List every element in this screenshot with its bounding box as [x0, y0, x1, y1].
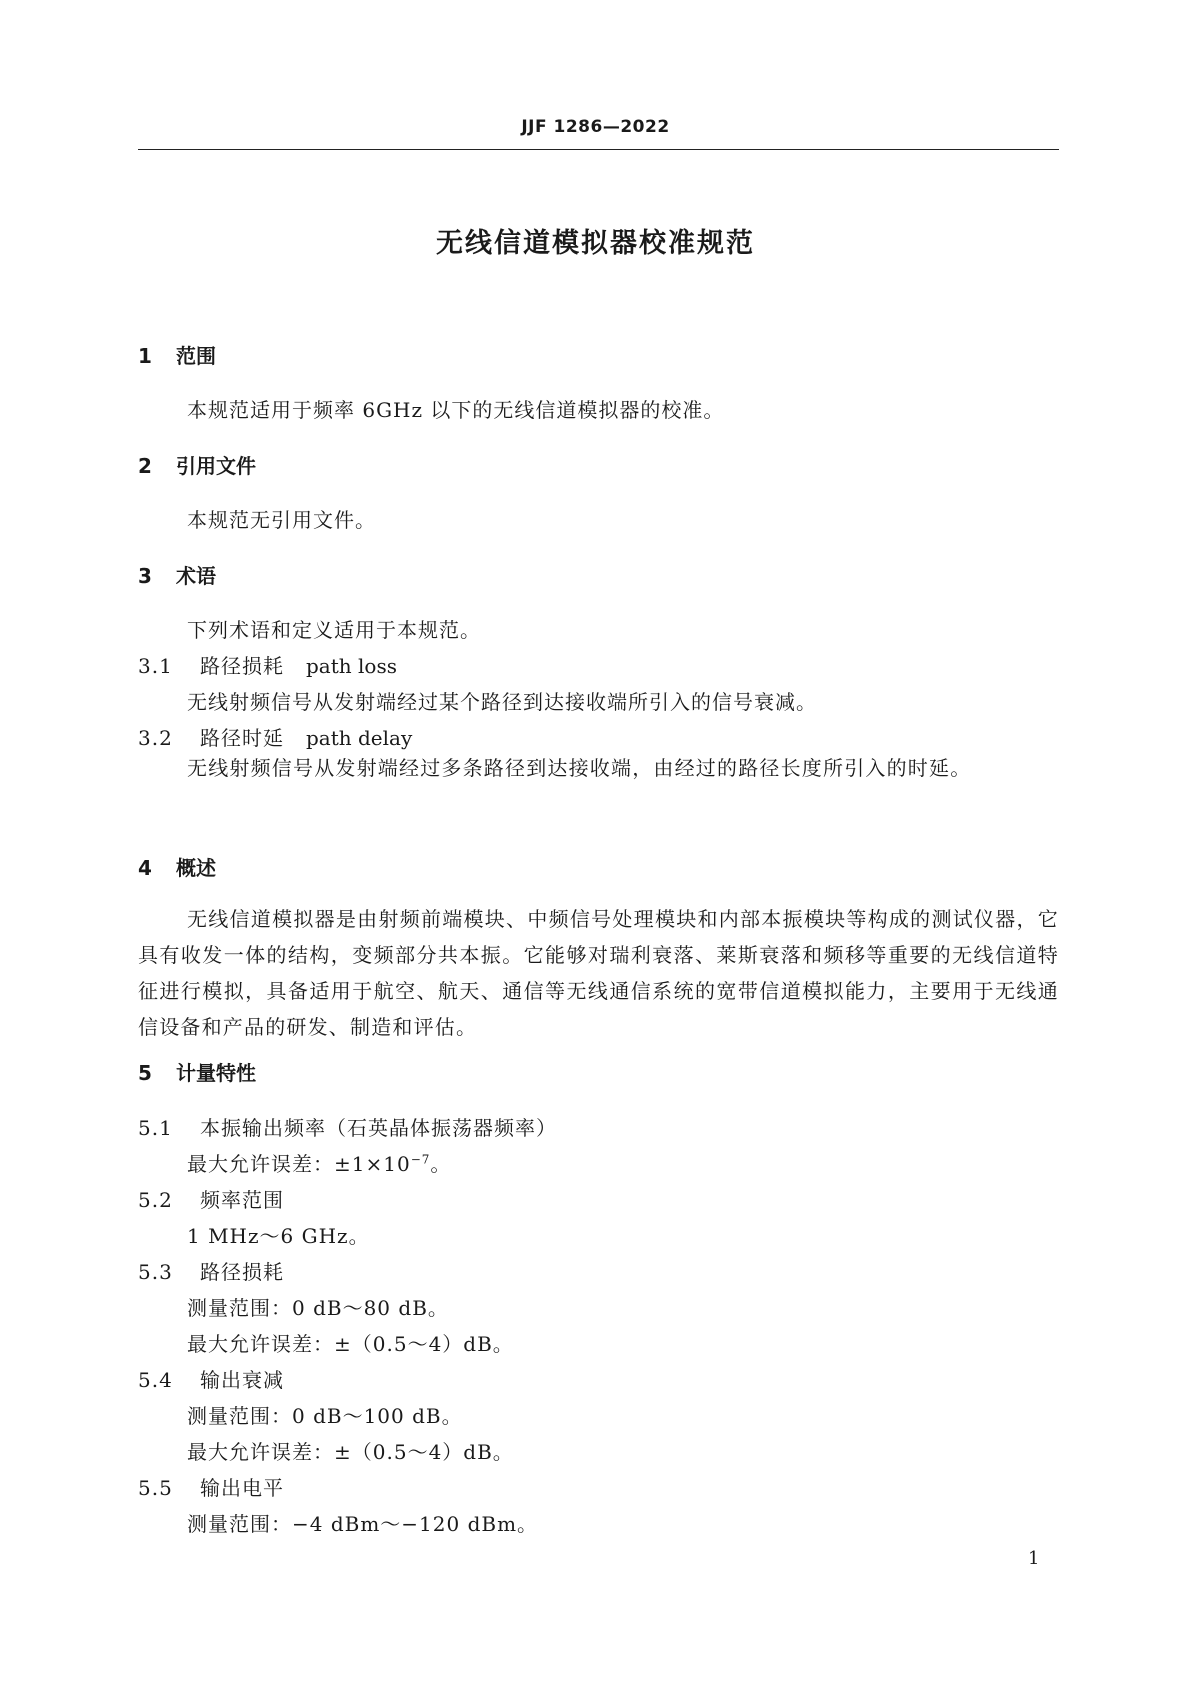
section-number: 4 [138, 856, 152, 880]
section-title: 计量特性 [176, 1061, 256, 1085]
item-5-3-mpe: 最大允许误差：±（0.5～4）dB。 [187, 1332, 514, 1356]
section-number: 2 [138, 454, 152, 478]
item-5-1-heading [138, 1112, 557, 1141]
mpe-end: 。 [430, 1152, 452, 1176]
mpe-text: 最大允许误差：±1×10 [187, 1152, 411, 1176]
item-number: 5.3 [138, 1260, 173, 1284]
section-4-paragraph: 无线信道模拟器是由射频前端模块、中频信号处理模块和内部本振模块等构成的测试仪器，它具有收发一体的结构，变频部分共本振。它能够对瑞利衰落、莱斯衰落和频移等重要的无线信道特征进行模拟，具备适用于航空、航天、通信等无线通信系统的宽带信道模拟能力，主要用于无线通信设备和产品的研发、制造和评估。 [138, 907, 1059, 1039]
item-title: 本振输出频率（石英晶体振荡器频率） [200, 1116, 557, 1140]
item-5-2-range: 1 MHz～6 GHz。 [187, 1224, 370, 1248]
item-5-3-heading [138, 1256, 284, 1285]
term-en: path loss [306, 654, 397, 678]
item-5-4-heading [138, 1364, 284, 1393]
item-5-2-heading [138, 1184, 284, 1213]
item-5-1-mpe [187, 1148, 451, 1177]
item-title: 输出电平 [200, 1476, 284, 1500]
term-3-2-definition: 无线射频信号从发射端经过多条路径到达接收端，由经过的路径长度所引入的时延。 [187, 756, 972, 780]
item-number: 5.4 [138, 1368, 173, 1392]
item-number: 5.2 [138, 1188, 173, 1212]
term-number: 3.1 [138, 654, 173, 678]
term-en: path delay [306, 726, 413, 750]
standard-code-header: JJF 1286—2022 [521, 117, 670, 137]
item-number: 5.1 [138, 1116, 173, 1140]
item-5-4-range: 测量范围：0 dB～100 dB。 [187, 1404, 463, 1428]
section-number: 1 [138, 344, 152, 368]
item-5-4-mpe: 最大允许误差：±（0.5～4）dB。 [187, 1440, 514, 1464]
section-1-paragraph: 本规范适用于频率 6GHz 以下的无线信道模拟器的校准。 [187, 398, 725, 422]
section-number: 5 [138, 1061, 152, 1085]
item-title: 输出衰减 [200, 1368, 284, 1392]
section-1-heading [138, 340, 216, 369]
section-title: 术语 [176, 564, 216, 588]
item-5-5-heading [138, 1472, 284, 1501]
section-2-paragraph: 本规范无引用文件。 [187, 508, 376, 532]
section-title: 概述 [176, 856, 216, 880]
term-3-2-heading [138, 722, 412, 751]
section-title: 范围 [176, 344, 216, 368]
section-2-heading [138, 450, 256, 479]
section-title: 引用文件 [176, 454, 256, 478]
item-title: 频率范围 [200, 1188, 284, 1212]
section-number: 3 [138, 564, 152, 588]
item-number: 5.5 [138, 1476, 173, 1500]
term-zh: 路径损耗 [200, 654, 284, 678]
term-number: 3.2 [138, 726, 173, 750]
term-3-1-heading [138, 650, 397, 679]
item-5-3-range: 测量范围：0 dB～80 dB。 [187, 1296, 449, 1320]
item-5-5-range: 测量范围：−4 dBm～−120 dBm。 [187, 1512, 539, 1536]
header-rule [138, 149, 1059, 150]
section-3-heading [138, 560, 216, 589]
term-zh: 路径时延 [200, 726, 284, 750]
section-3-paragraph: 下列术语和定义适用于本规范。 [187, 618, 481, 642]
item-title: 路径损耗 [200, 1260, 284, 1284]
section-5-heading [138, 1057, 256, 1086]
document-title: 无线信道模拟器校准规范 [436, 228, 755, 259]
page-number: 1 [1028, 1548, 1040, 1569]
mpe-exponent: −7 [410, 1152, 431, 1167]
section-4-heading [138, 852, 216, 881]
term-3-1-definition: 无线射频信号从发射端经过某个路径到达接收端所引入的信号衰减。 [187, 690, 817, 714]
